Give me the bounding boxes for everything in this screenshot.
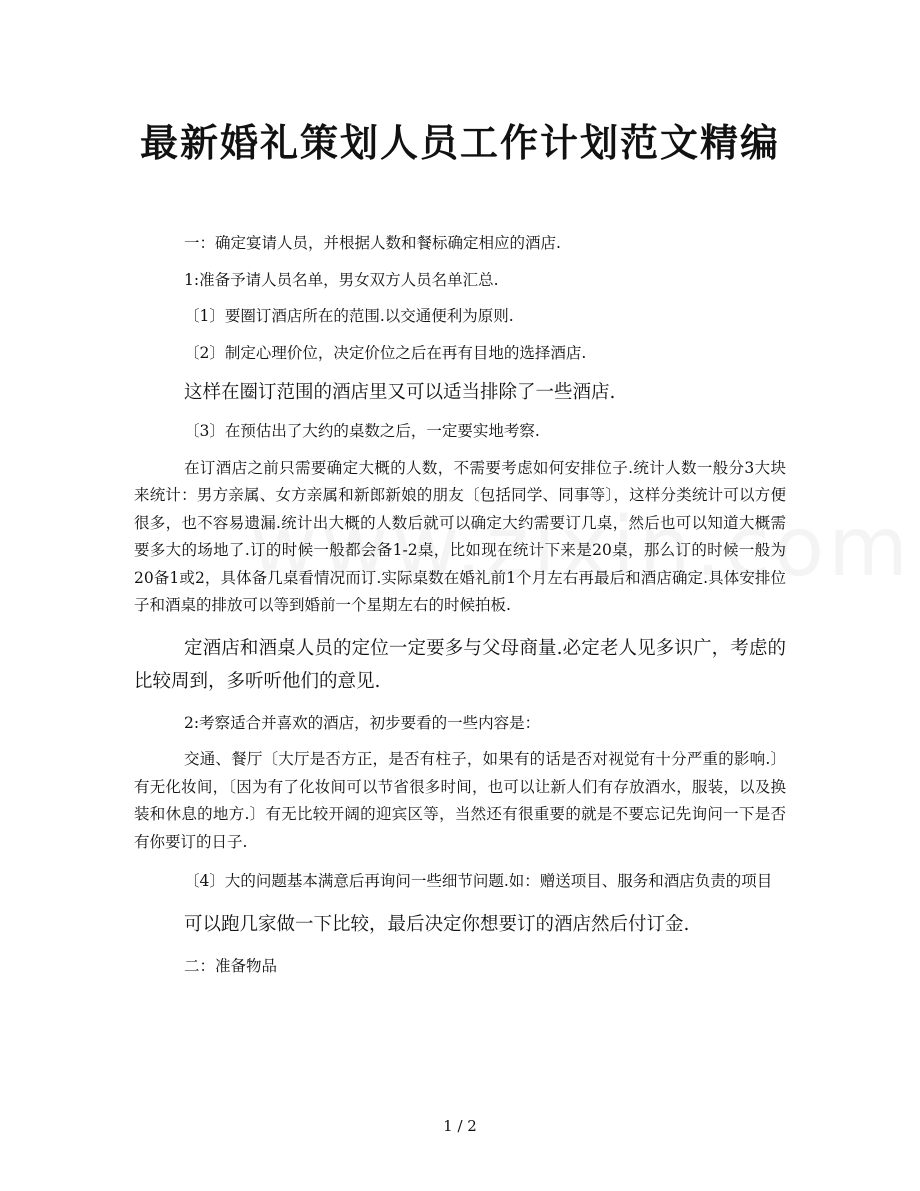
paragraph: 定酒店和酒桌人员的定位一定要多与父母商量.必定老人见多识广，考虑的比较周到，多听听他们的意见. [134,637,786,692]
paragraph: 在订酒店之前只需要确定大概的人数，不需要考虑如何安排位子.统计人数一般分3大块来统计：男方亲属、女方亲属和新郎新娘的朋友〔包括同学、同事等〕，这样分类统计可以方便很多，也不容易遗漏.统计出大概的人数后就可以确定大约需要订几桌，然后也可以知道大概需要多大的场地了.订的时候一般都会备1-2桌，比如现在统计下来是20桌，那么订的时候一般为20备1或2，具体备几桌看情况而订.实际桌数在婚礼前1个月左右再最后和酒店确定.具体安排位子和酒桌的排放可以等到婚前一个星期左右的时候拍板. [134,458,786,614]
section-heading-1: 一：确定宴请人员，并根据人数和餐标确定相应的酒店. [184,234,561,252]
paragraph: 〔1〕要圈订酒店所在的范围.以交通便利为原则. [184,307,514,325]
document-body [134,230,786,980]
paragraph: 〔3〕在预估出了大约的桌数之后，一定要实地考察. [184,422,540,440]
section-heading-2: 二：准备物品 [184,956,278,975]
paragraph: 〔2〕制定心理价位，决定价位之后在再有目地的选择酒店. [184,343,587,362]
page-title: 最新婚礼策划人员工作计划范文精编 [139,120,780,165]
paragraph: 2:考察适合并喜欢的酒店，初步要看的一些内容是： [184,713,541,732]
paragraph: 1:准备予请人员名单，男女双方人员名单汇总. [184,270,499,289]
page-number: 1 / 2 [443,1117,477,1135]
paragraph: 这样在圈订范围的酒店里又可以适当排除了一些酒店. [184,382,616,403]
paragraph: 交通、餐厅〔大厅是否方正，是否有柱子，如果有的话是否对视觉有十分严重的影响.〕有无化妆间，〔因为有了化妆间可以节省很多时间，也可以让新人们有存放酒水，服装，以及换装和休息的地方.〕有无比较开阔的迎宾区等，当然还有很重要的就是不要忘记先询问一下是否有你要订的日子. [134,750,786,851]
paragraph: 〔4〕大的问题基本满意后再询问一些细节问题.如：赠送项目、服务和酒店负责的项目 [184,872,773,890]
paragraph: 可以跑几家做一下比较，最后决定你想要订的酒店然后付订金. [184,913,690,935]
